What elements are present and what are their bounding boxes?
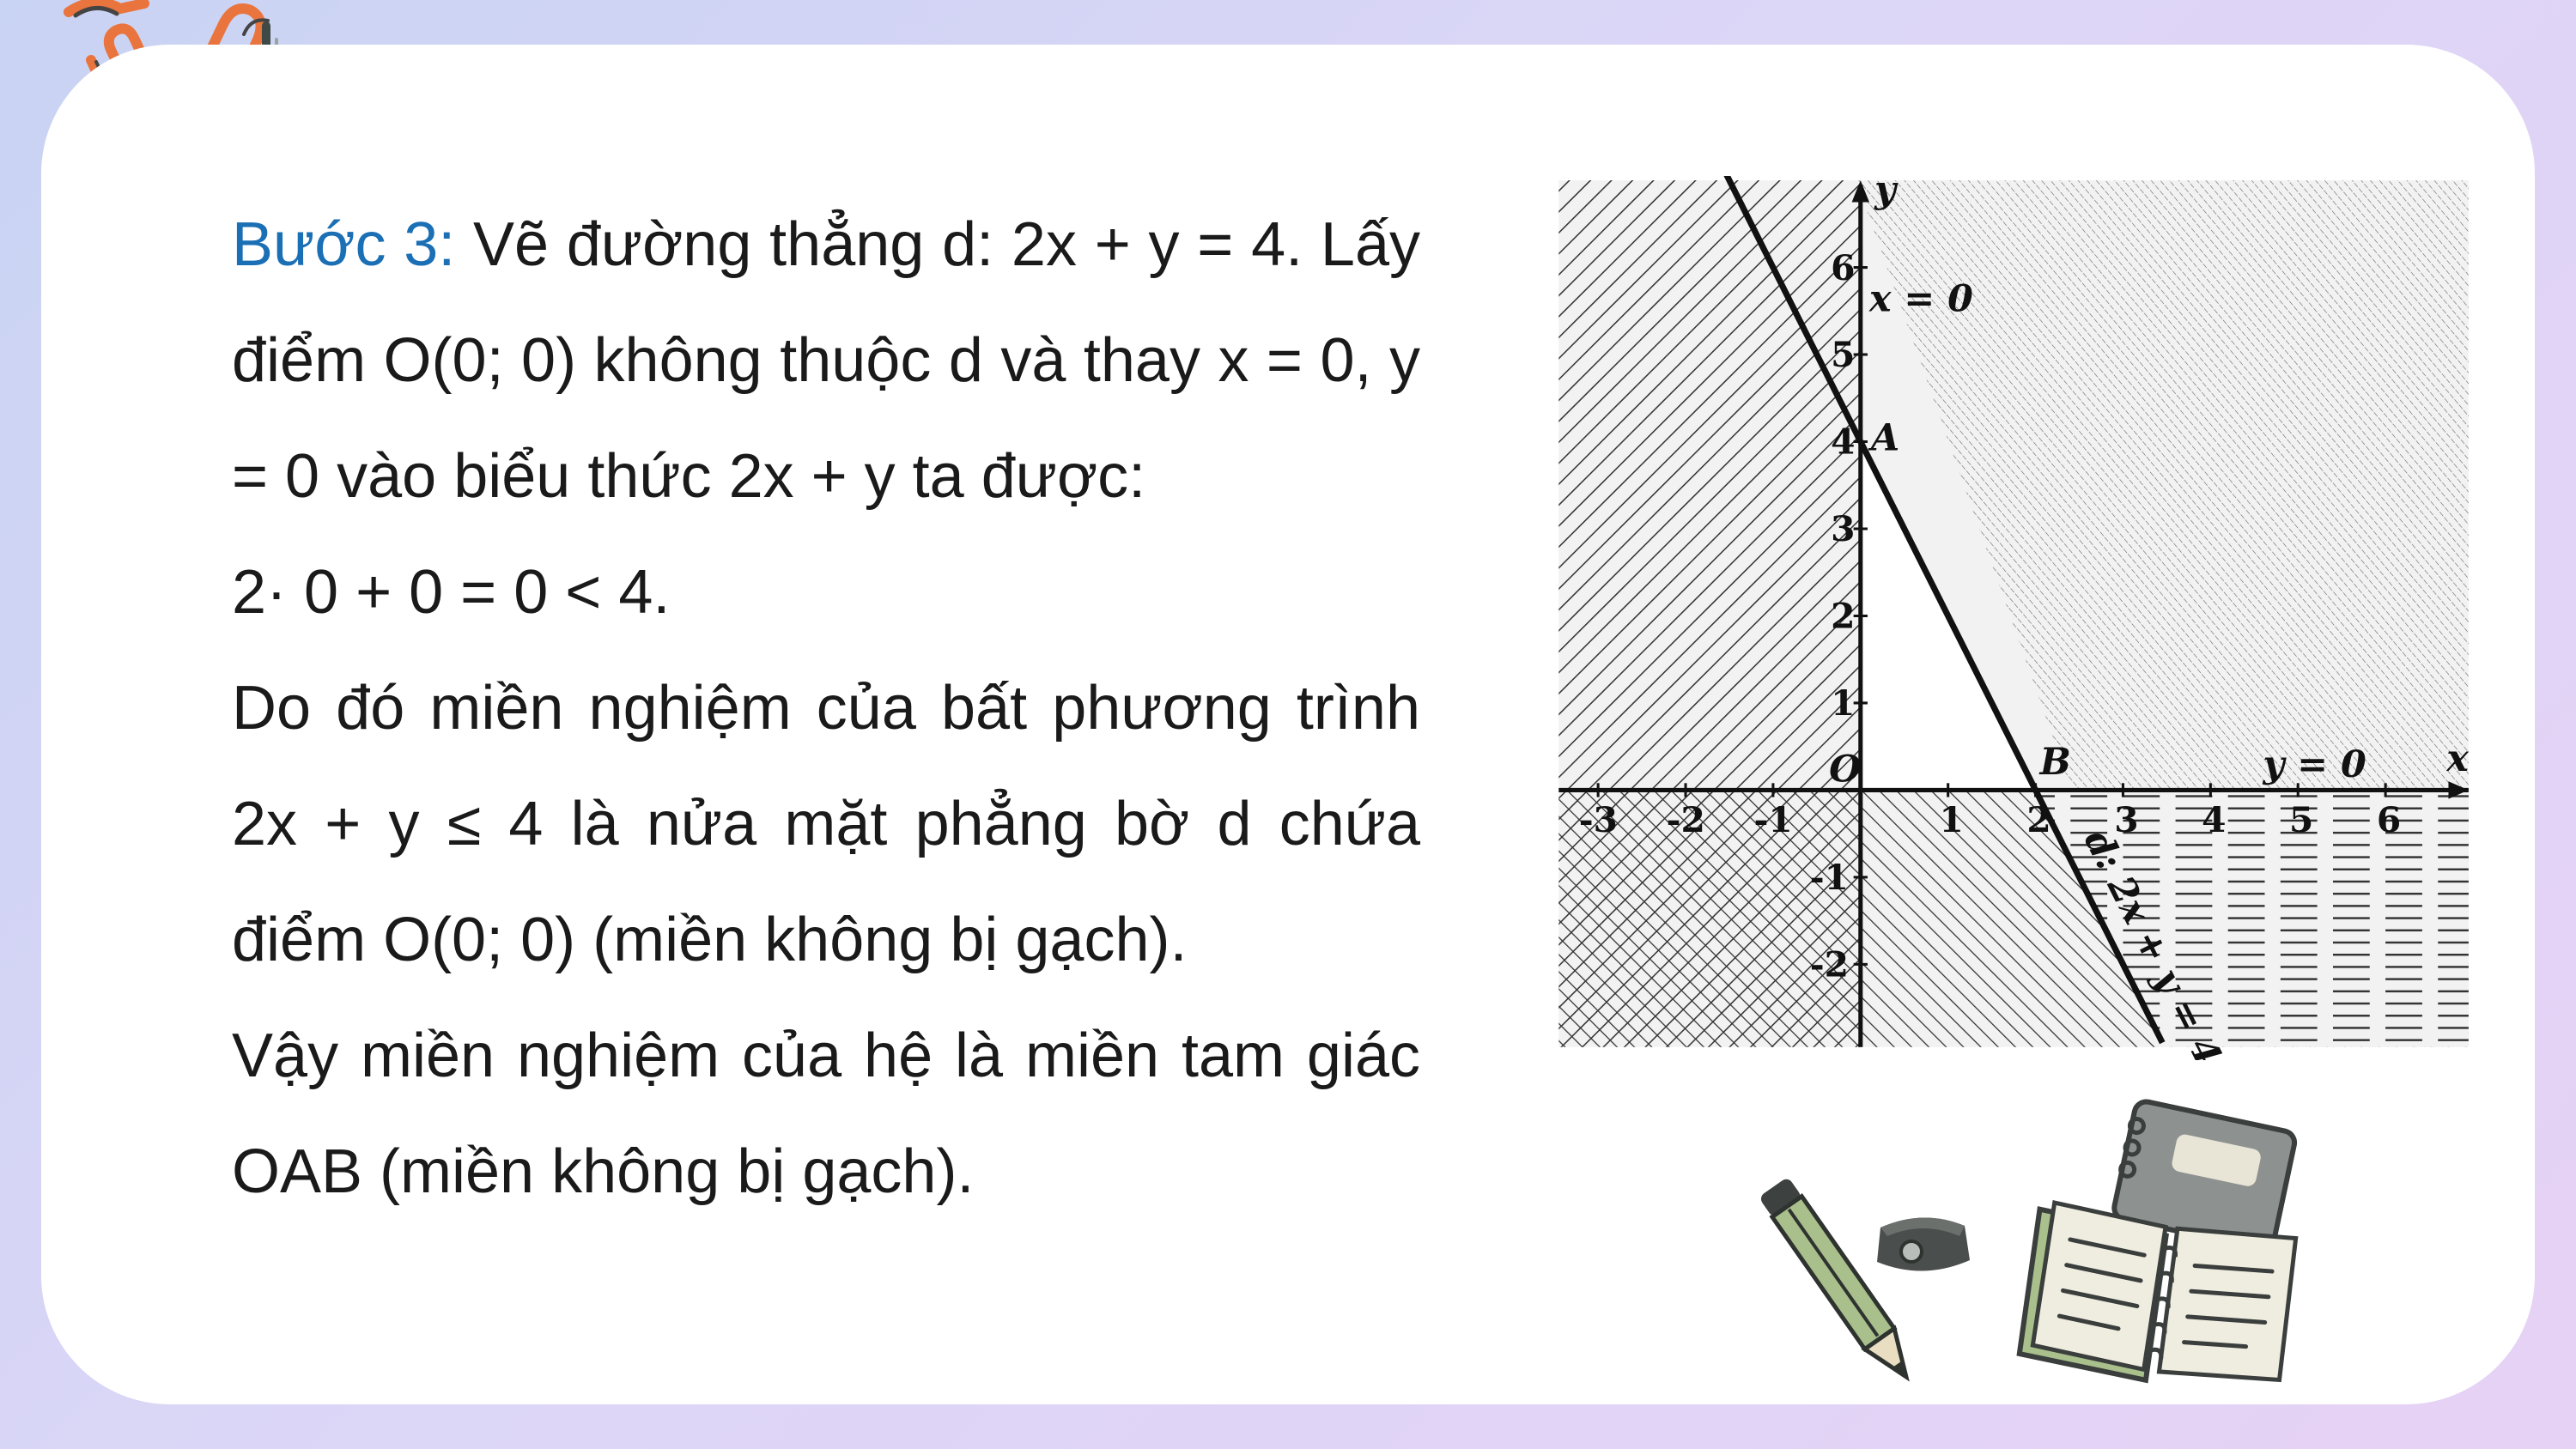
line-x0-label	[1868, 277, 1973, 320]
y-tick-label	[1831, 682, 1855, 724]
y-tick-label	[1831, 334, 1855, 375]
x-tick-label	[1579, 799, 1618, 840]
x-tick-label	[1939, 799, 1963, 840]
step-result: 2· 0 + 0 = 0 < 4.	[232, 558, 671, 627]
point-a-label	[1868, 417, 1899, 460]
x-tick-label	[2289, 799, 2313, 840]
y-tick-label	[1810, 857, 1849, 898]
x-tick-label	[2202, 799, 2226, 840]
y-tick-label	[1831, 596, 1855, 637]
step-label: Bước 3:	[232, 210, 456, 279]
y-tick-label	[1831, 508, 1855, 549]
step-text: Vẽ đường thẳng d: 2x + y = 4. Lấy điểm O(0; 0) không thuộc d và thay x = 0, y = 0 vào biểu thức 2x + y ta được:	[232, 210, 1420, 511]
inequality-graph	[1546, 176, 2473, 1060]
explanation-text	[232, 187, 1420, 1230]
x-tick-label	[1753, 799, 1792, 840]
x-tick-label	[2377, 799, 2401, 840]
y-tick-label	[1810, 944, 1849, 985]
x-axis-label	[2445, 737, 2469, 780]
line-y0-label	[2262, 743, 2366, 786]
conclusion-paragraph: Do đó miền nghiệm của bất phương trình 2x + y ≤ 4 là nửa mặt phẳng bờ d chứa điểm O(0; 0) (miền không bị gạch).	[232, 674, 1420, 974]
sharpener-icon	[1863, 1202, 1984, 1288]
y-axis-label	[1874, 176, 1899, 211]
y-tick-label	[1831, 247, 1855, 288]
system-solution-paragraph: Vậy miền nghiệm của hệ là miền tam giác OAB (miền không bị gạch).	[232, 1022, 1420, 1206]
x-tick-label	[2026, 799, 2050, 840]
y-tick-label	[1831, 421, 1855, 463]
origin-label	[1829, 748, 1861, 791]
notebook-icon	[1992, 1099, 2327, 1416]
point-b-label	[2039, 741, 2071, 784]
step-paragraph	[232, 187, 1420, 651]
x-tick-label	[1667, 799, 1705, 840]
